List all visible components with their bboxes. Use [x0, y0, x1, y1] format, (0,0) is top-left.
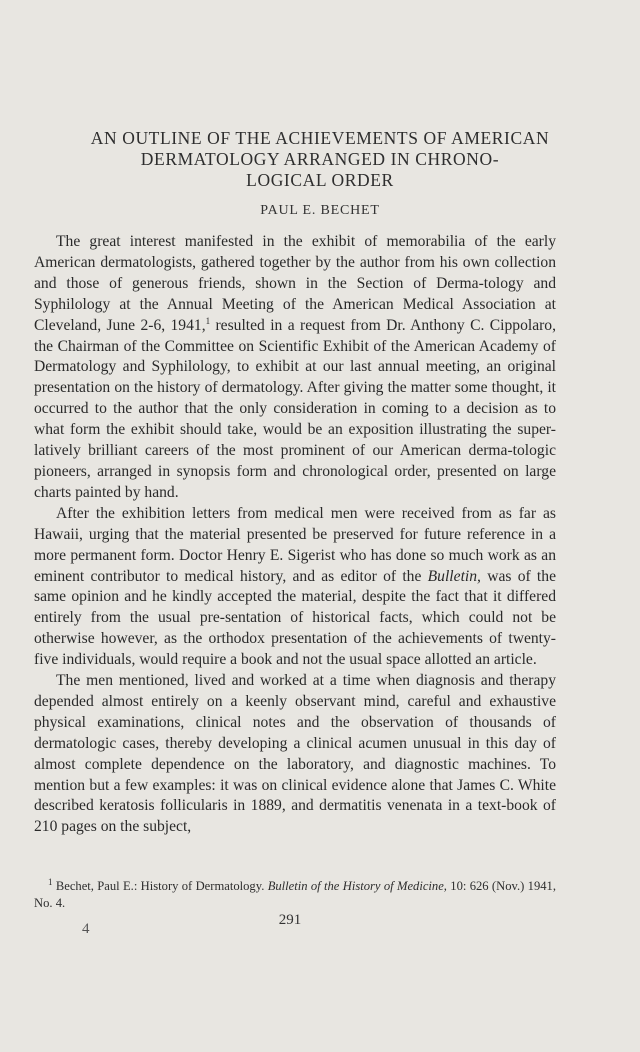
paragraph-2 [34, 504, 556, 671]
footnote-text-a: Bechet, Paul E.: History of Dermatology. [52, 879, 268, 893]
paragraph-1 [34, 232, 556, 504]
article-body [34, 232, 556, 838]
paragraph-2-text-b: was of the same opinion and he kindly accepted the material, despite the fact that it differed entirely from the usual pre-sentation of historical facts, which could not be otherwise however, as the orthodox presentation of the achievements of twenty-five individuals, would require a book and not the usual space allotted an article. [34, 567, 556, 669]
footnote-journal-title: Bulletin of the History of Medicine, [267, 879, 447, 893]
title-line-3: LOGICAL ORDER [246, 170, 394, 190]
page-number: 291 [278, 912, 302, 928]
author-name: PAUL E. BECHET [260, 203, 380, 218]
title-line-2: DERMATOLOGY ARRANGED IN CHRONO- [140, 149, 500, 169]
footnote-text-b: 10: 626 (Nov.) 1941, No. 4. [34, 879, 557, 910]
footnote-marker: 1 [48, 876, 53, 887]
footnote [34, 878, 556, 912]
paragraph-1-text-a: The great interest manifested in the exhibit of memorabilia of the early American dermatologists, gathered together by the author from his own collection and those of generous friends, shown in the Section of Derma-tology and Syphilology at the Annual Meeting of the American Medical Association at Cleveland, June 2-6, 1941, [34, 233, 556, 334]
paragraph-2-text-a: After the exhibition letters from medical men were received from as far as Hawaii, urging that the material presented be preserved for future reference in a more permanent form. Doctor Henry E. Sigerist who has done so much work as an eminent contributor to medical history, and as editor of the [34, 504, 556, 585]
title-line-1: AN OUTLINE OF THE ACHIEVEMENTS OF AMERICAN [90, 128, 550, 148]
signature-mark: 4 [82, 921, 90, 937]
paragraph-3: The men mentioned, lived and worked at a time when diagnosis and therapy depended almost entirely on a keenly observant mind, careful and exhaustive physical examinations, clinical notes and the observation of thousands of dermatologic cases, thereby developing a clinical acumen unusual in this day of almost complete dependence on the laboratory, and diagnostic machines. To mention but a few examples: it was on clinical evidence alone that James C. White described keratosis follicularis in 1889, and dermatitis venenata in a text-book of 210 pages on the subject, [34, 672, 556, 836]
article-title [40, 128, 600, 191]
paragraph-1-text-b: resulted in a request from Dr. Anthony C. Cippolaro, the Chairman of the Committee on Scientific Exhibit of the American Academy of Dermatology and Syphilology, to exhibit at our last annual meeting, an original presentation on the history of dermatology. After giving the matter some thought, it occurred to the author that the only consideration in coming to a decision as to what form the exhibit should take, would be an exposition illustrating the super-latively brilliant careers of the most prominent of our American derma-tologic pioneers, arranged in synopsis form and chronological order, presented on large charts painted by hand. [34, 316, 557, 501]
footnote-reference: 1 [205, 315, 211, 326]
bulletin-title: Bulletin, [427, 567, 481, 585]
